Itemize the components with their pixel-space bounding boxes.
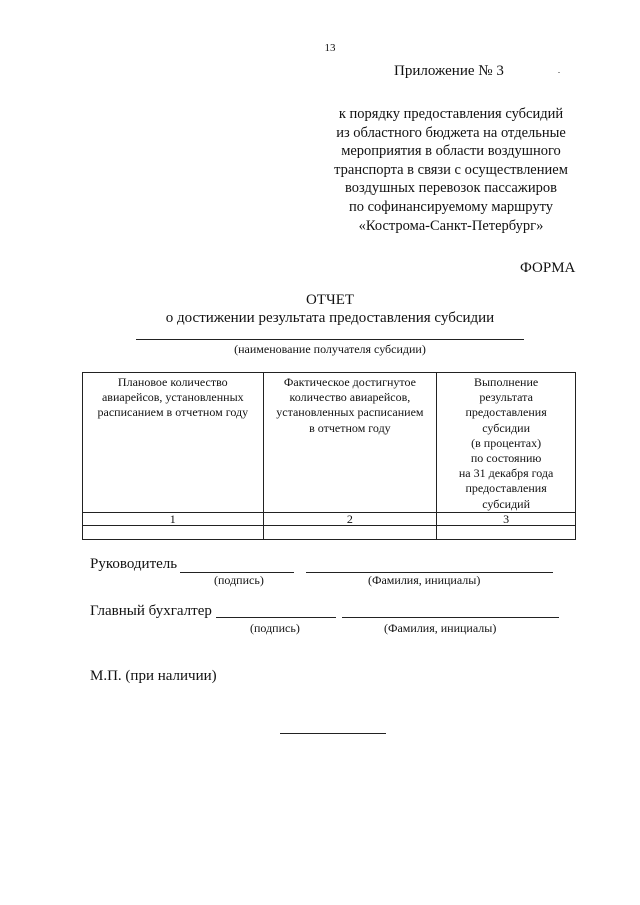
header-line: установленных расписанием [276,405,424,420]
recipient-caption: (наименование получателя субсидии) [234,342,426,356]
column-header-planned [83,373,264,513]
report-title: ОТЧЕТ [305,292,355,308]
head-sign-caption: (подпись) [214,573,264,587]
accountant-name-line [342,617,559,618]
header-line: на 31 декабря года [458,466,554,481]
stamp-place: М.П. (при наличии) [90,668,217,684]
appendix-description-line: воздушных перевозок пассажиров [345,180,557,197]
appendix-description-line: из областного бюджета на отдельные [336,124,566,141]
scan-speck [558,72,560,73]
appendix-description-line: к порядку предоставления субсидий [338,106,564,122]
head-label: Руководитель [90,556,178,572]
header-line: в отчетном году [309,420,391,435]
actual-value-cell [263,525,437,539]
completion-value-cell [437,525,576,539]
report-table [82,372,576,540]
planned-value-cell [83,525,264,539]
end-separator [280,733,386,734]
column-number: 1 [83,512,264,525]
appendix-description-line: по софинансируемому маршруту [348,198,553,215]
form-label: ФОРМА [520,260,576,276]
header-line: расписанием в отчетном году [97,405,249,420]
page-number: 13 [324,42,336,54]
header-line: результата [479,390,533,405]
header-line: субсидии [482,420,531,435]
header-line: авиарейсов, установленных [101,390,244,405]
appendix-number: Приложение № 3 [394,63,504,79]
appendix-description-line: транспорта в связи с осуществлением [334,161,568,178]
appendix-description [300,105,602,235]
column-header-completion [437,373,576,513]
header-line: Фактическое достигнутое [283,375,416,389]
header-line: предоставления [465,481,547,496]
header-line: Выполнение [473,375,539,389]
table-header-row [83,373,576,513]
appendix-description-line: «Кострома-Санкт-Петербург» [358,217,544,234]
column-number-row [83,512,576,525]
header-line: по состоянию [470,451,542,466]
column-number: 2 [263,512,437,525]
appendix-description-line: мероприятия в области воздушного [341,143,561,160]
accountant-signature-line [216,617,336,618]
accountant-name-caption: (Фамилия, инициалы) [384,621,497,635]
accountant-sign-caption: (подпись) [250,621,300,635]
table-row [83,525,576,539]
column-header-actual [263,373,437,513]
head-name-caption: (Фамилия, инициалы) [368,573,481,587]
header-line: Плановое количество [117,375,228,389]
header-line: (в процентах) [471,435,542,450]
report-subtitle: о достижении результата предоставления субсидии [165,310,495,326]
header-line: количество авиарейсов, [289,390,411,405]
recipient-name-line [136,339,524,340]
accountant-label: Главный бухгалтер [90,603,212,619]
header-line: субсидий [482,496,531,511]
column-number: 3 [437,512,576,525]
header-line: предоставления [465,405,547,420]
